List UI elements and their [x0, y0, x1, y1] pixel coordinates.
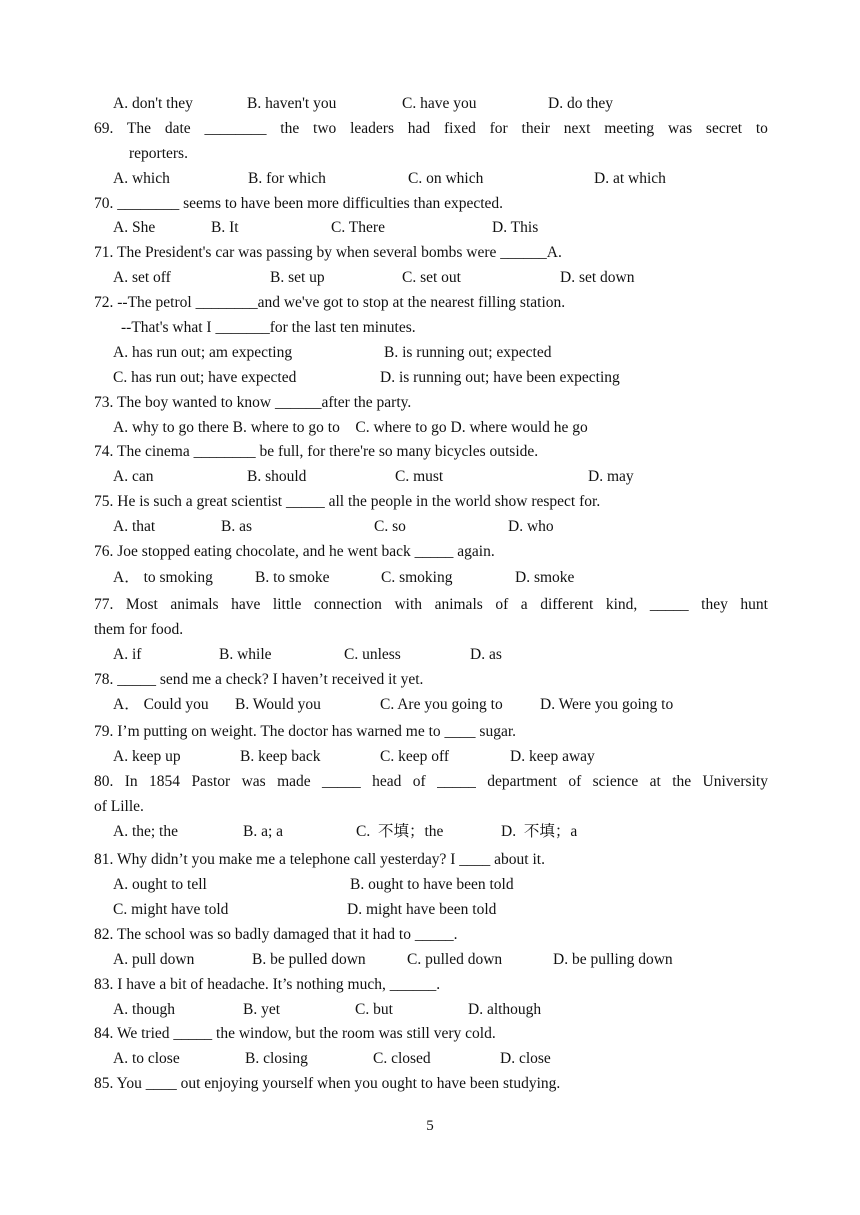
- answer-option: C. but: [355, 1001, 393, 1018]
- answer-option: C. pulled down: [407, 951, 503, 968]
- answer-option: B. set up: [270, 269, 325, 286]
- answer-option: B. should: [247, 468, 307, 485]
- answer-option: B. a; a: [243, 823, 284, 840]
- answer-option: A. don't they: [113, 95, 193, 112]
- question-text: 81. Why didn’t you make me a telephone call yesterday? I ____ about it.: [94, 851, 545, 868]
- answer-option: A. keep up: [113, 748, 181, 765]
- answer-option: D. close: [500, 1050, 551, 1067]
- answer-option: B. is running out; expected: [384, 344, 552, 361]
- text-line: them for food.: [94, 621, 184, 638]
- answer-option: A. has run out; am expecting: [113, 344, 293, 361]
- answer-option: B. It: [211, 219, 239, 236]
- question-text: 70. ________ seems to have been more difficulties than expected.: [94, 195, 504, 212]
- answer-option: B. Would you: [235, 696, 321, 713]
- answer-option: D. 不填；a: [501, 823, 578, 840]
- answer-option: C. on which: [408, 170, 484, 187]
- answer-option: B. to smoke: [255, 569, 330, 586]
- question-text: 72. --The petrol ________and we've got to stop at the nearest filling station.: [94, 294, 566, 311]
- question-text: 80. In 1854 Pastor was made _____ head of _____ department of science at the University: [94, 773, 768, 790]
- answer-option: D. may: [588, 468, 634, 485]
- answer-option: B. while: [219, 646, 272, 663]
- answer-option: D. might have been told: [347, 901, 497, 918]
- answer-option: C. have you: [402, 95, 477, 112]
- answer-option: A. that: [113, 518, 156, 535]
- answer-option: D. This: [492, 219, 539, 236]
- text-line: --That's what I _______for the last ten minutes.: [121, 319, 416, 336]
- answer-option: C. Are you going to: [380, 696, 503, 713]
- answer-option: D. although: [468, 1001, 542, 1018]
- answer-option: D. Were you going to: [540, 696, 674, 713]
- answer-option: D. who: [508, 518, 554, 535]
- answer-option: B. keep back: [240, 748, 321, 765]
- text-line: of Lille.: [94, 798, 144, 815]
- page-number: 5: [426, 1118, 434, 1134]
- answer-option: D. set down: [560, 269, 635, 286]
- question-text: 85. You ____ out enjoying yourself when you ought to have been studying.: [94, 1075, 561, 1092]
- answer-option: B. yet: [243, 1001, 281, 1018]
- answer-option: D. at which: [594, 170, 666, 187]
- answer-option: C. so: [374, 518, 406, 535]
- answer-option: C. closed: [373, 1050, 431, 1067]
- question-text: 69. The date ________ the two leaders had fixed for their next meeting was secret to: [94, 120, 768, 137]
- answer-option: A. pull down: [113, 951, 195, 968]
- answer-option: A. though: [113, 1001, 175, 1018]
- answer-option: C. 不填；the: [356, 823, 444, 840]
- answer-option: B. haven't you: [247, 95, 337, 112]
- answer-option: A. to close: [113, 1050, 180, 1067]
- answer-option: D. is running out; have been expecting: [380, 369, 620, 386]
- answer-option: C. set out: [402, 269, 461, 286]
- answer-option: B. be pulled down: [252, 951, 366, 968]
- question-text: 71. The President's car was passing by when several bombs were ______A.: [94, 244, 562, 261]
- answer-option: B. closing: [245, 1050, 308, 1067]
- answer-option: A． to smoking: [113, 569, 213, 586]
- answer-option: C. keep off: [380, 748, 450, 765]
- answer-option: A. can: [113, 468, 154, 485]
- answer-option: C. must: [395, 468, 444, 485]
- question-text: 76. Joe stopped eating chocolate, and he went back _____ again.: [94, 543, 495, 560]
- answer-option: A. if: [113, 646, 142, 663]
- question-text: 75. He is such a great scientist _____ all the people in the world show respect for.: [94, 493, 601, 510]
- answer-option: D. smoke: [515, 569, 575, 586]
- answer-option: A． Could you: [113, 696, 209, 713]
- answer-option: C. There: [331, 219, 385, 236]
- answer-option: C. smoking: [381, 569, 453, 586]
- answer-option: A. which: [113, 170, 170, 187]
- answer-option: A. She: [113, 219, 156, 236]
- text-line: reporters.: [129, 145, 188, 162]
- answer-option: B. ought to have been told: [350, 876, 514, 893]
- answer-option: C. unless: [344, 646, 401, 663]
- question-text: 74. The cinema ________ be full, for there're so many bicycles outside.: [94, 443, 539, 460]
- question-text: 79. I’m putting on weight. The doctor has warned me to ____ sugar.: [94, 723, 517, 740]
- question-text: 78. _____ send me a check? I haven’t received it yet.: [94, 671, 424, 688]
- answer-option: A. set off: [113, 269, 171, 286]
- answer-option: D. keep away: [510, 748, 595, 765]
- answer-option: D. as: [470, 646, 502, 663]
- answer-option: D. be pulling down: [553, 951, 673, 968]
- answer-option: D. do they: [548, 95, 614, 112]
- answer-option: A. ought to tell: [113, 876, 207, 893]
- question-text: 77. Most animals have little connection with animals of a different kind, _____ they hunt: [94, 596, 768, 613]
- question-text: 84. We tried _____ the window, but the room was still very cold.: [94, 1025, 496, 1042]
- answer-option: B. for which: [248, 170, 326, 187]
- question-text: 73. The boy wanted to know ______after the party.: [94, 394, 412, 411]
- question-text: 83. I have a bit of headache. It’s nothing much, ______.: [94, 976, 441, 993]
- answer-option: C. might have told: [113, 901, 229, 918]
- text-line: A. why to go there B. where to go to C. where to go D. where would he go: [113, 419, 588, 436]
- answer-option: C. has run out; have expected: [113, 369, 297, 386]
- question-text: 82. The school was so badly damaged that it had to _____.: [94, 926, 458, 943]
- answer-option: A. the; the: [113, 823, 178, 840]
- answer-option: B. as: [221, 518, 252, 535]
